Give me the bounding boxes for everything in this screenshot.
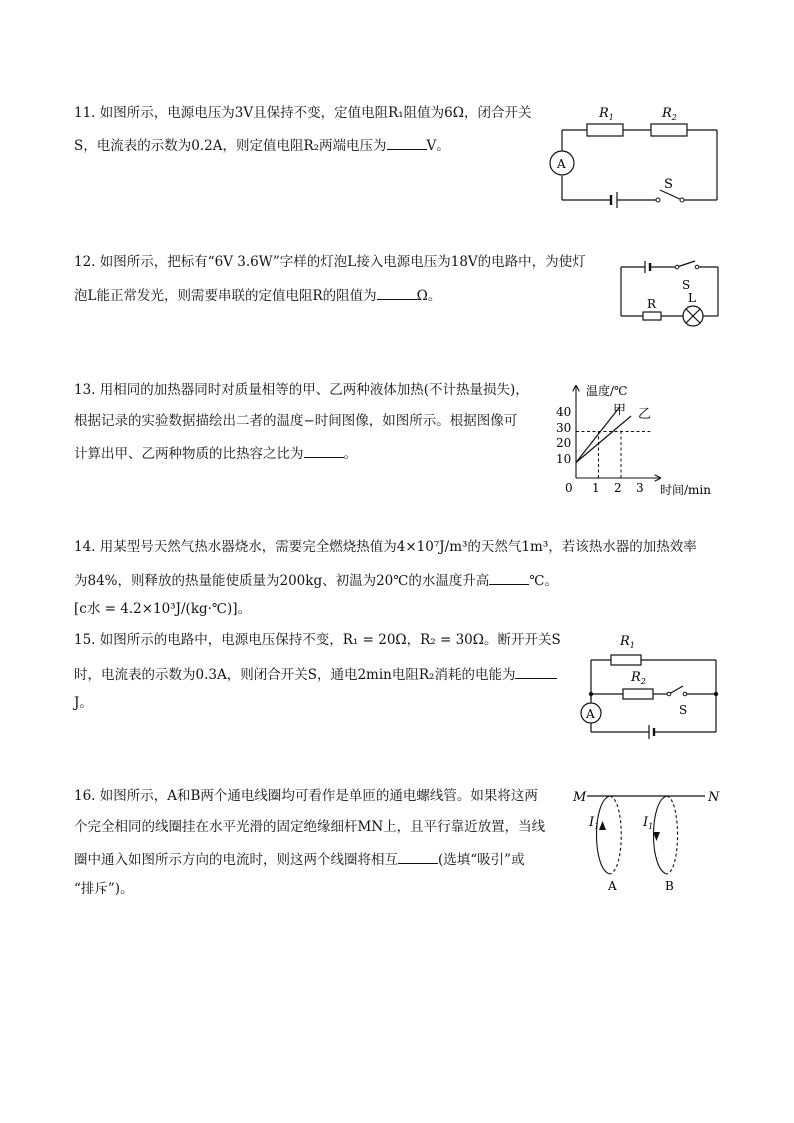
- x-tick-1: 1: [592, 481, 600, 495]
- q11-circuit-diagram: [545, 100, 725, 208]
- coil-b-back: [667, 796, 678, 874]
- q14-line-1: 14. 用某型号天然气热水器烧水，需要完全燃烧热值为4×10⁷J/m³的天然气1m³，若该热水器的加热效率: [74, 539, 697, 555]
- q13-text-a: 计算出甲、乙两种物质的比热容之比为: [74, 446, 304, 462]
- x-tick-0: 0: [565, 481, 573, 495]
- q11-resistor-r2: [651, 124, 687, 136]
- q16-line-2: 个完全相同的线圈挂在水平光滑的固定绝缘细杆MN上，且平行靠近放置，当线: [74, 819, 546, 835]
- q12-resistor: [643, 312, 661, 320]
- coil-a-front: [597, 796, 611, 874]
- label-n: N: [708, 790, 720, 805]
- q12-switch-label: S: [682, 278, 691, 292]
- q15-r1-label: $R_1$: [620, 634, 635, 650]
- q13-line-1: 13. 用相同的加热器同时对质量相等的甲、乙两种液体加热(不计热量损失)，: [74, 382, 529, 398]
- q12-lamp-label: L: [688, 291, 696, 305]
- x-tick-2: 2: [614, 481, 622, 495]
- q12-text-b: Ω。: [416, 288, 442, 304]
- q12-answer-blank[interactable]: [377, 285, 417, 300]
- q16-text-a: 圈中通入如图所示方向的电流时，则这两个线圈将相互: [74, 852, 398, 868]
- q11-resistor-r1: [587, 124, 623, 136]
- q16-line-4: “排斥”)。: [74, 881, 134, 897]
- coil-b-current-label: $I_1$: [643, 815, 654, 831]
- y-axis-label: 温度/℃: [586, 384, 628, 398]
- coil-a-current-arrow-up: [599, 821, 606, 830]
- q13-line-2: 根据记录的实验数据描绘出二者的温度−时间图像，如图所示。根据图像可: [74, 413, 518, 429]
- q12-line-1: 12. 如图所示，把标有“6V 3.6W”字样的灯泡L接入电源电压为18V的电路中，为使灯: [74, 254, 586, 270]
- x-axis-label: 时间/min: [660, 483, 711, 497]
- q14-text-a: 为84%，则释放的热量能使质量为200kg、初温为20℃的水温度升高: [74, 573, 490, 589]
- q16-answer-blank[interactable]: [398, 849, 438, 864]
- q15-text-a: 时，电流表的示数为0.3A，则闭合开关S，通电2min电阻R₂消耗的电能为: [74, 667, 516, 683]
- q16-line-1: 16. 如图所示，A和B两个通电线圈均可看作是单匝的通电螺线管。如果将这两: [74, 788, 538, 804]
- q12-resistor-label: R: [647, 297, 657, 311]
- q12-circuit-diagram: [615, 258, 725, 330]
- q15-circuit-diagram: [575, 628, 725, 746]
- q11-r2-label: $R_2$: [662, 106, 677, 122]
- coil-a-current-label: $I_1$: [589, 815, 600, 831]
- coil-a-back: [610, 796, 621, 874]
- q11-line-1: 11. 如图所示，电源电压为3V且保持不变，定值电阻R₁阻值为6Ω，闭合开关: [74, 105, 532, 121]
- q11-r1-label: $R_1$: [599, 106, 614, 122]
- q11-switch-label: S: [664, 177, 673, 192]
- q11-text-b: V。: [426, 138, 450, 154]
- q12-line-2: [74, 285, 441, 305]
- q15-line-2: [74, 664, 557, 684]
- label-m: M: [573, 790, 587, 805]
- series-line-yi: [576, 416, 631, 463]
- q16-text-b: (选填“吸引”或: [438, 852, 525, 868]
- q15-line-3: J。: [74, 695, 93, 711]
- q15-resistor-r2: [623, 689, 653, 699]
- y-tick-10: 10: [556, 452, 572, 466]
- q11-line-2: [74, 135, 450, 155]
- x-tick-3: 3: [636, 481, 644, 495]
- q12-text-a: 泡L能正常发光，则需要串联的定值电阻R的阻值为: [74, 288, 377, 304]
- y-tick-20: 20: [556, 436, 572, 450]
- q16-coils-diagram: [565, 782, 725, 897]
- q14-line-3: [c水 = 4.2×10³J/(kg·℃)]。: [74, 601, 252, 617]
- q14-answer-blank[interactable]: [489, 570, 529, 585]
- q15-resistor-r1: [611, 655, 641, 665]
- q13-answer-blank[interactable]: [304, 443, 344, 458]
- q14-text-b: ℃。: [529, 573, 558, 589]
- q15-answer-blank[interactable]: [515, 664, 557, 679]
- q15-line-1: 15. 如图所示的电路中，电源电压保持不变，R₁ = 20Ω，R₂ = 30Ω。断开开关S: [74, 632, 561, 648]
- q15-ammeter-label: A: [586, 707, 595, 721]
- q14-line-2: [74, 570, 558, 590]
- q15-r2-label: $R_2$: [631, 670, 646, 686]
- y-tick-30: 30: [556, 421, 572, 435]
- series-label-yi: 乙: [638, 407, 652, 422]
- q11-text-a: S，电流表的示数为0.2A，则定值电阻R₂两端电压为: [74, 138, 387, 154]
- q11-answer-blank[interactable]: [387, 135, 427, 150]
- coil-a-label: A: [608, 879, 617, 893]
- series-label-jia: 甲: [613, 403, 627, 418]
- coil-b-label: B: [665, 879, 674, 893]
- q15-switch-label: S: [679, 703, 688, 717]
- q13-text-b: 。: [343, 446, 357, 462]
- q13-line-3: [74, 443, 357, 463]
- q13-temperature-time-chart: [548, 376, 726, 500]
- y-tick-40: 40: [556, 405, 572, 419]
- q11-ammeter-label: A: [557, 157, 566, 171]
- q16-line-3: [74, 849, 525, 869]
